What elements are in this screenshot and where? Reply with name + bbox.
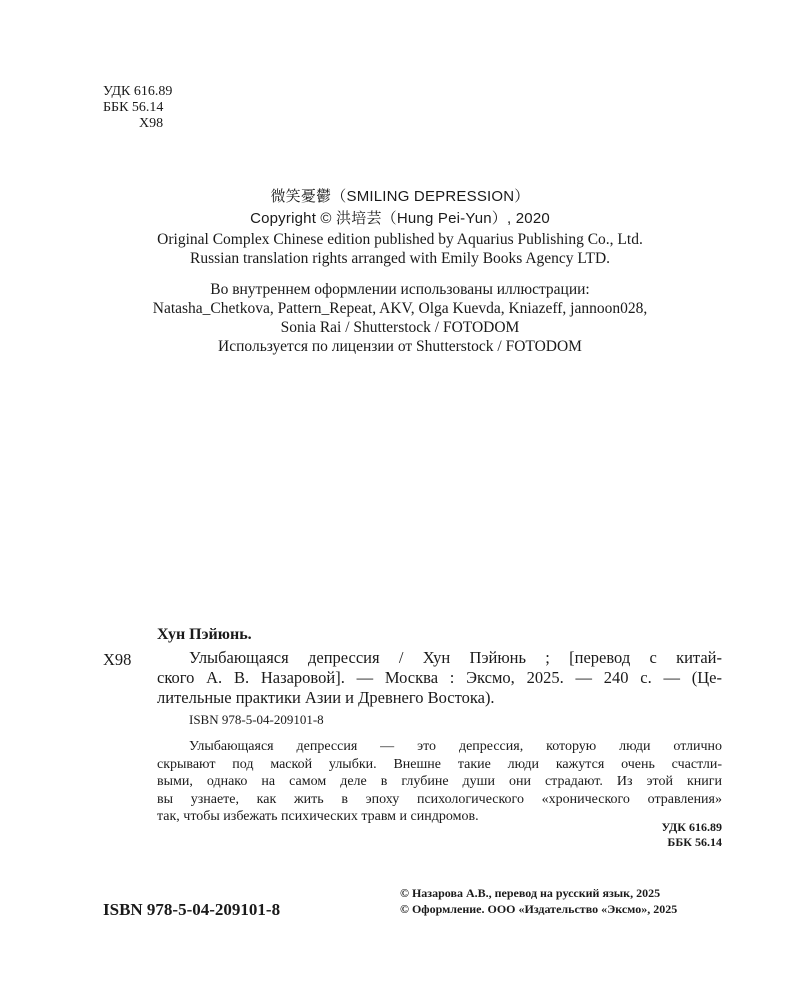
original-title: 微笑憂鬱（SMILING DEPRESSION）: [270, 188, 530, 205]
abstract: [157, 738, 722, 826]
illustrators-line-1: Natasha_Chetkova, Pattern_Repeat, AKV, Olga Kuevda, Kniazeff, jannoon028,: [152, 300, 648, 317]
biblio-line: ского А. В. Назаровой]. — Москва : Эксмо, 2025. — 240 с. — (Це-: [157, 668, 722, 687]
original-edition-line: Original Complex Chinese edition published by Aquarius Publishing Co., Ltd.: [157, 231, 643, 248]
biblio-line: лительные практики Азии и Древнего Востока).: [157, 688, 495, 707]
catalog-isbn: ISBN 978-5-04-209101-8: [189, 712, 324, 727]
udk-code-bottom: УДК 616.89: [661, 820, 722, 834]
copyright-design: © Оформление. ООО «Издательство «Эксмо», 2025: [400, 902, 678, 916]
license-line: Используется по лицензии от Shutterstock / FOTODOM: [218, 338, 582, 355]
bibliographic-description: [157, 648, 722, 708]
biblio-line: Улыбающаяся депрессия / Хун Пэйюнь ; [перевод с китай-: [189, 648, 722, 667]
illustrations-intro: Во внутреннем оформлении использованы иллюстрации:: [210, 281, 590, 298]
bbk-code: ББК 56.14: [103, 100, 164, 115]
classification-block-top: [103, 84, 172, 132]
rights-block: [0, 186, 800, 356]
abstract-line: вы узнаете, как жить в эпоху психологического «хронического отравления»: [157, 791, 722, 807]
footer-isbn: ISBN 978-5-04-209101-8: [103, 900, 281, 919]
copyright-line: Copyright © 洪培芸（Hung Pei-Yun）, 2020: [250, 210, 550, 227]
copyright-translation: © Назарова А.В., перевод на русский язык, 2025: [400, 886, 661, 900]
abstract-line: скрывают под маской улыбки. Внешне такие люди кажутся очень счастли-: [157, 756, 722, 772]
abstract-line: выми, однако на самом деле в глубине души они страдают. Из этой книги: [157, 774, 722, 789]
illustrators-line-2: Sonia Rai / Shutterstock / FOTODOM: [280, 319, 520, 336]
translation-rights-line: Russian translation rights arranged with Emily Books Agency LTD.: [189, 250, 611, 267]
abstract-line: так, чтобы избежать психических травм и синдромов.: [157, 809, 479, 824]
catalog-author: Хун Пэйюнь.: [157, 626, 252, 643]
footer-copyrights: [400, 885, 677, 917]
abstract-line: Улыбающаяся депрессия — это депрессия, которую люди отлично: [189, 739, 722, 754]
catalog-call-letter: Х98: [103, 650, 132, 669]
author-mark: Х98: [139, 116, 164, 131]
udk-code: УДК 616.89: [103, 84, 173, 99]
bbk-code-bottom: ББК 56.14: [667, 835, 722, 849]
classification-block-bottom: [600, 820, 722, 850]
